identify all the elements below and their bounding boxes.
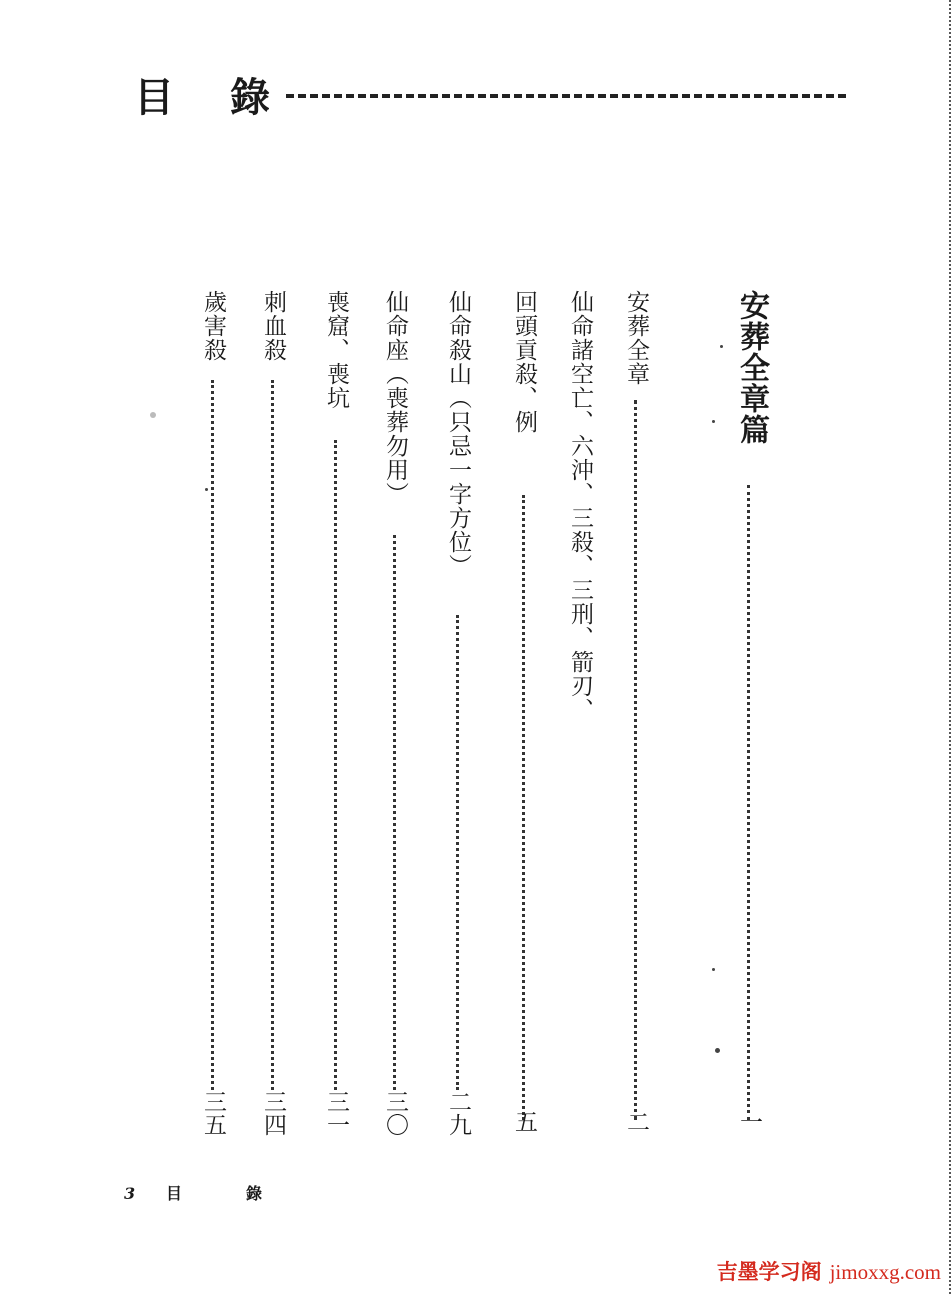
dot-leader [456, 615, 459, 1090]
entry-text: 回頭貢殺、例 [511, 290, 537, 434]
scan-speck [205, 488, 208, 491]
toc-entry [562, 290, 598, 1142]
page-number: 三五 [200, 1090, 226, 1136]
watermark-domain: jimoxxg.com [829, 1260, 941, 1284]
page-footer [124, 1180, 324, 1210]
heading-char-1: 目 [134, 74, 174, 121]
footer-char-2: 錄 [246, 1184, 263, 1203]
toc-entry [255, 290, 291, 1142]
page-number: 一 [736, 1110, 762, 1133]
footer-char-1: 目 [166, 1184, 183, 1203]
toc-entry [506, 290, 542, 1142]
toc-entry [318, 290, 354, 1142]
entry-text: 安葬全章 [623, 290, 649, 386]
page-number: 三四 [260, 1090, 286, 1136]
toc-section-title [731, 290, 767, 1142]
toc-entry [440, 290, 476, 1142]
scan-speck [720, 345, 723, 348]
dot-leader [271, 380, 274, 1090]
dot-leader [747, 485, 750, 1120]
entry-text: 仙命座（喪葬勿用） [382, 290, 408, 506]
page-number: 三〇 [382, 1090, 408, 1136]
page-heading [128, 70, 848, 126]
footer-page-number: 3 [124, 1184, 136, 1203]
entry-text: 仙命諸空亡、六沖、三殺、三刑、箭刃、 [567, 290, 593, 722]
toc-entry [618, 290, 654, 1142]
scan-speck [150, 412, 156, 418]
toc-entry [377, 290, 413, 1142]
scan-speck [715, 1048, 720, 1053]
toc-entry [195, 290, 231, 1142]
entry-text: 刺血殺 [260, 290, 286, 362]
site-watermark [717, 1258, 941, 1286]
watermark-chinese: 吉墨学习阁 [716, 1261, 822, 1284]
page-number: 三一 [323, 1090, 349, 1136]
entry-text: 歲害殺 [200, 290, 226, 362]
dot-leader [334, 440, 337, 1090]
section-title-text: 安葬全章篇 [734, 290, 769, 445]
entry-text: 仙命殺山（只忌一字方位） [445, 290, 471, 578]
scan-speck [712, 420, 715, 423]
dot-leader [211, 380, 214, 1090]
page-number: 二 [623, 1110, 649, 1133]
dot-leader [393, 535, 396, 1090]
heading-rule [286, 94, 846, 102]
page-number: 五 [511, 1110, 537, 1133]
dot-leader [634, 400, 637, 1120]
scan-speck [712, 968, 715, 971]
dot-leader [522, 495, 525, 1120]
heading-char-2: 錄 [230, 74, 270, 121]
page-number: 二九 [445, 1090, 471, 1136]
entry-text: 喪窟、喪坑 [323, 290, 349, 410]
